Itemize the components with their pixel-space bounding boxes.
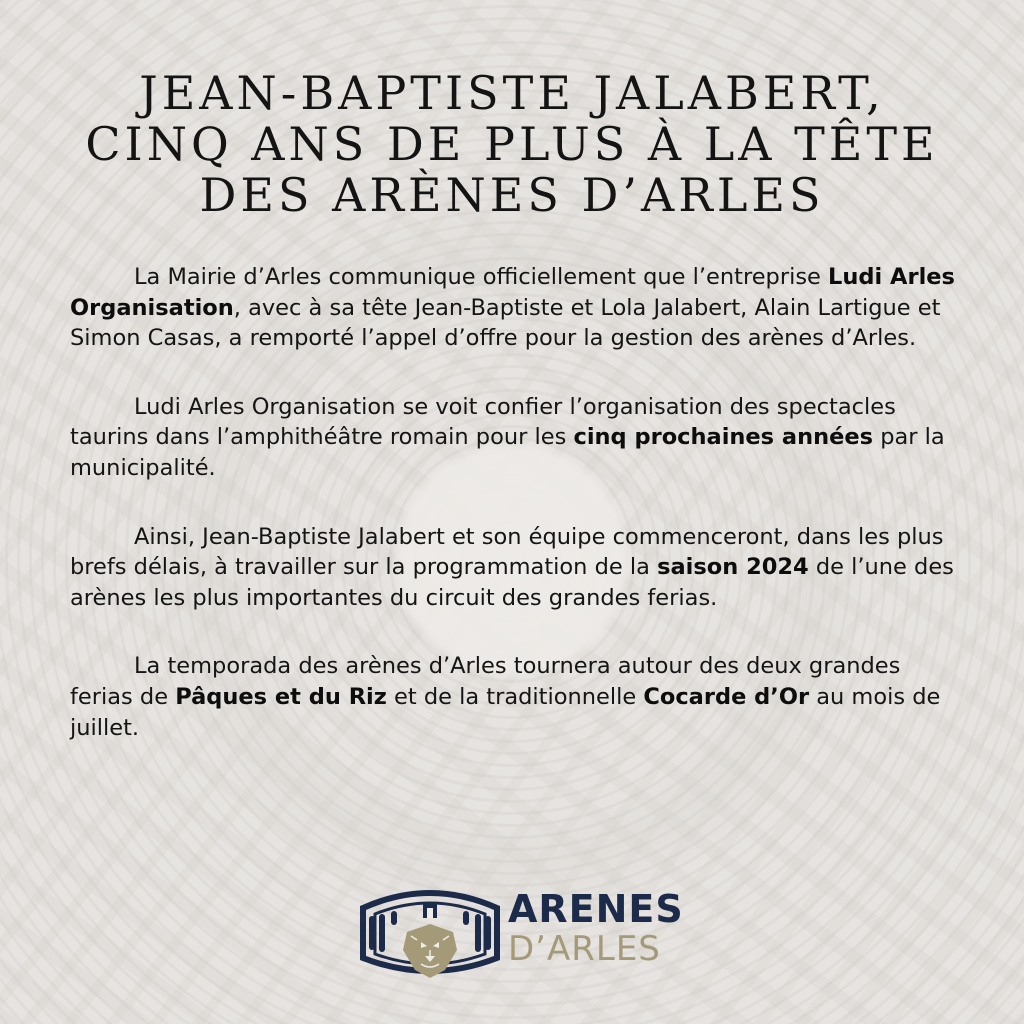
paragraph-4 bbox=[70, 651, 960, 743]
paragraph-text: La Mairie d’Arles communique officiellement que l’entreprise bbox=[134, 264, 829, 290]
emphasis-company: Ludi Arles Organisation bbox=[70, 264, 955, 321]
logo-word-darles: D’ARLES bbox=[508, 929, 661, 969]
emphasis-duration: cinq prochaines années bbox=[573, 424, 874, 451]
paragraph-text: et de la traditionnelle bbox=[386, 683, 644, 710]
logo-word-arenes: ARENES bbox=[508, 887, 684, 931]
emphasis-season: saison 2024 bbox=[657, 554, 809, 581]
paragraph-text: au mois de juillet. bbox=[70, 683, 941, 741]
emphasis-cocarde: Cocarde d’Or bbox=[643, 683, 810, 710]
paragraph-text: Ainsi, Jean-Baptiste Jalabert et son équipe commenceront, dans les plus brefs délais, à travailler sur la programmation de la bbox=[70, 523, 944, 581]
page-title bbox=[40, 68, 984, 221]
paragraph-1 bbox=[70, 262, 960, 354]
paragraph-text: , avec à sa tête Jean-Baptiste et Lola Jalabert, Alain Lartigue et Simon Casas, a remporté l’appel d’offre pour la gestion des arènes d’Arles. bbox=[70, 294, 941, 352]
paragraph-3 bbox=[70, 522, 960, 614]
article-body bbox=[70, 262, 960, 781]
paragraph-text: Ludi Arles Organisation se voit confier l’organisation des spectacles taurins dans l’amphithéâtre romain pour les bbox=[70, 393, 896, 451]
title-line-2: CINQ ANS DE PLUS À LA TÊTE bbox=[85, 117, 939, 171]
paragraph-text: La temporada des arènes d’Arles tournera autour des deux grandes ferias de bbox=[70, 653, 901, 710]
title-line-1: JEAN-BAPTISTE JALABERT, bbox=[139, 66, 885, 120]
arena-lion-emblem-icon bbox=[355, 884, 505, 984]
logo-wordmark bbox=[508, 887, 684, 969]
paragraph-2 bbox=[70, 392, 960, 484]
arenes-darles-logo bbox=[355, 884, 684, 984]
paragraph-text: par la municipalité. bbox=[70, 424, 945, 481]
paragraph-text: de l’une des arènes les plus importantes du circuit des grandes ferias. bbox=[70, 554, 954, 611]
title-line-3: DES ARÈNES D’ARLES bbox=[199, 168, 825, 222]
emphasis-ferias: Pâques et du Riz bbox=[175, 683, 387, 710]
